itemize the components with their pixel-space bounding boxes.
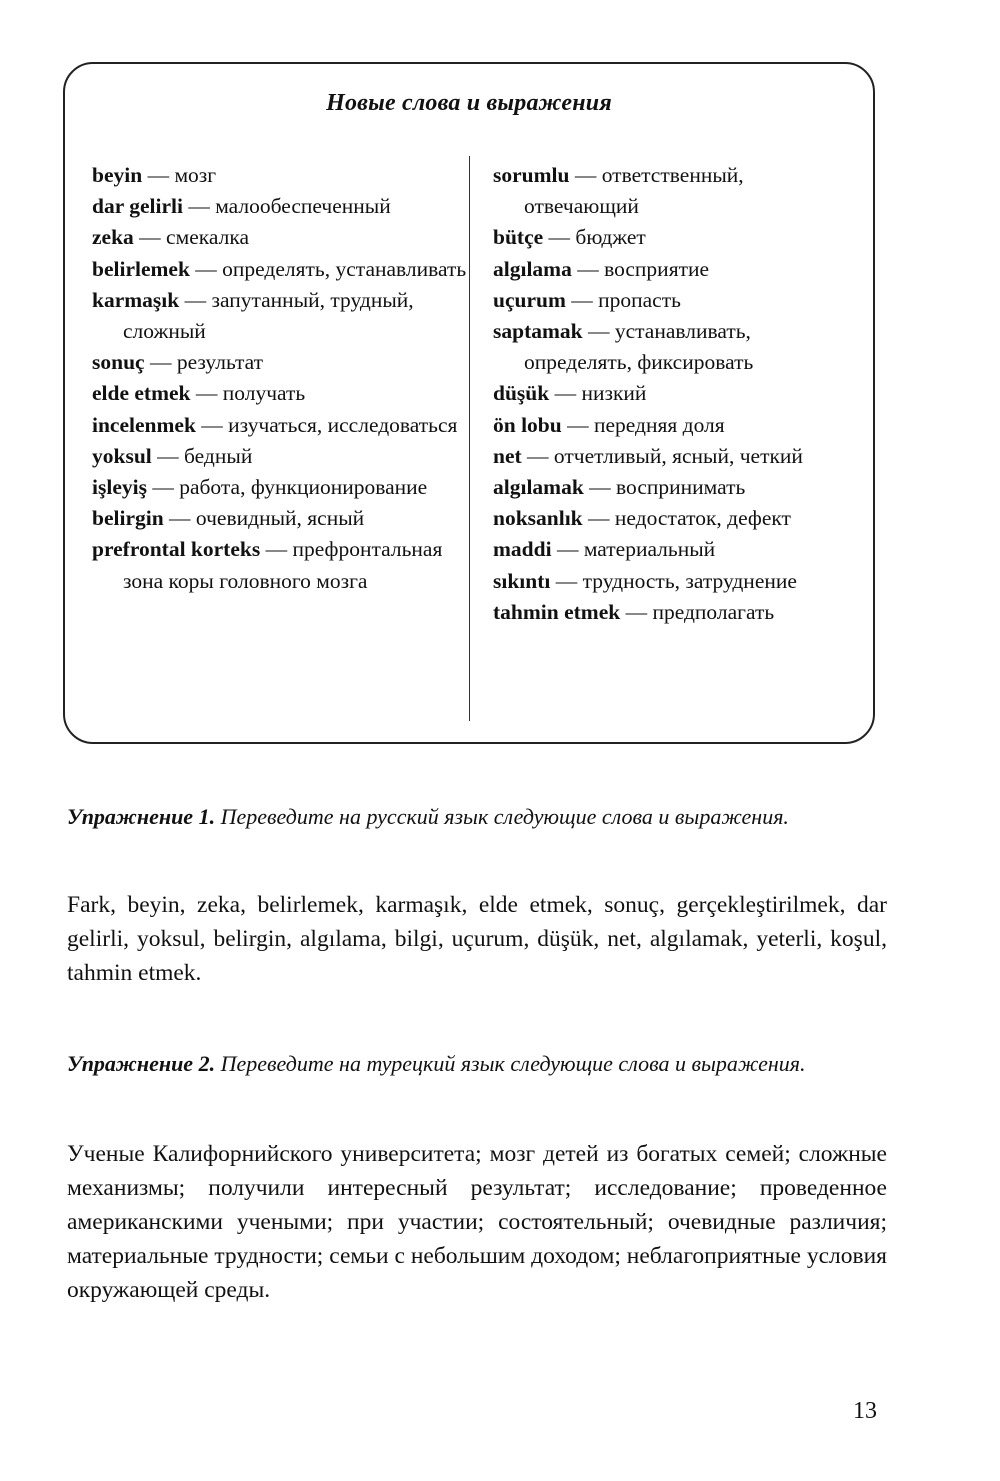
vocab-definition: мозг xyxy=(174,163,217,187)
vocab-entry: bütçe — бюджет xyxy=(493,225,646,250)
exercise-1-label: Упражнение 1. xyxy=(67,804,216,829)
vocab-entry: net — отчетливый, ясный, четкий xyxy=(493,443,803,468)
vocab-definition: смекалка xyxy=(166,225,249,250)
vocab-term: noksanlık xyxy=(493,506,583,531)
vocab-definition: устанавливать, определять, фиксировать xyxy=(524,319,754,375)
vocab-entry: zeka — смекалка xyxy=(92,225,249,250)
vocab-definition: работа, функционирование xyxy=(179,475,428,500)
vocab-entry: prefrontal korteks — префронтальная зона коры головного мозга xyxy=(92,537,443,593)
vocab-entry: noksanlık — недостаток, дефект xyxy=(493,506,791,531)
exercise-1-heading xyxy=(67,800,887,834)
vocab-term: net xyxy=(493,443,522,468)
vocab-definition: бедный xyxy=(184,443,253,468)
vocab-term: beyin xyxy=(92,163,143,187)
vocab-term: uçurum xyxy=(493,287,566,312)
vocab-entry: tahmin etmek — предполагать xyxy=(493,599,775,624)
vocab-entry: algılama — восприятие xyxy=(493,256,710,281)
vocab-term: işleyiş xyxy=(92,475,147,500)
vocab-term: karmaşık xyxy=(92,287,180,312)
vocab-term: tahmin etmek xyxy=(493,599,621,624)
vocab-definition: недостаток, дефект xyxy=(614,506,791,531)
vocab-term: incelenmek xyxy=(92,412,196,437)
vocabulary-box xyxy=(63,62,875,744)
exercise-1-body: Fark, beyin, zeka, belirlemek, karmaşık, elde etmek, sonuç, gerçekleştirilmek, dar gelirli, yoksul, belirgin, algılama, bilgi, uçurum, düşük, net, algılamak, yeterli, koşul, tahmin etmek. xyxy=(67,892,887,986)
vocab-entry: algılamak — воспринимать xyxy=(493,475,746,500)
vocab-term: algılamak xyxy=(493,475,584,500)
vocab-entry: elde etmek — получать xyxy=(92,381,306,406)
vocab-entry: sıkıntı — трудность, затруднение xyxy=(493,568,797,593)
exercise-2-label: Упражнение 2. xyxy=(67,1051,216,1076)
exercise-1-instruction: Переведите на русский язык следующие слова и выражения. xyxy=(220,804,789,829)
vocab-definition: бюджет xyxy=(575,225,646,250)
exercise-2-heading xyxy=(67,1047,887,1081)
vocab-term: dar gelirli xyxy=(92,194,183,219)
vocab-definition: низкий xyxy=(581,381,647,406)
vocab-term: maddi xyxy=(493,537,552,562)
vocab-entry: uçurum — пропасть xyxy=(493,287,681,312)
vocab-term: elde etmek xyxy=(92,381,191,406)
vocab-term: sorumlu xyxy=(493,163,570,187)
vocab-definition: малообеспеченный xyxy=(215,194,391,219)
vocab-definition: ответственный, отвечающий xyxy=(524,163,744,219)
vocab-definition: материальный xyxy=(583,537,716,562)
vocab-entry: sonuç — результат xyxy=(92,350,263,375)
vocab-term: belirlemek xyxy=(92,256,190,281)
vocab-term: prefrontal korteks xyxy=(92,537,261,562)
vocab-entry: belirlemek — определять, устанавливать xyxy=(92,256,467,281)
vocabulary-title: Новые слова и выражения xyxy=(326,90,612,116)
vocab-entry: dar gelirli — малообеспеченный xyxy=(92,194,391,219)
vocabulary-right-column xyxy=(493,160,863,628)
vocab-term: algılama xyxy=(493,256,572,281)
vocab-term: ön lobu xyxy=(493,412,562,437)
vocab-entry: karmaşık — запутанный, трудный, сложный xyxy=(92,287,414,344)
vocab-definition: передняя доля xyxy=(593,412,725,437)
vocab-definition: пропасть xyxy=(598,287,681,312)
vocab-term: yoksul xyxy=(92,443,152,468)
vocabulary-left-column xyxy=(92,160,472,597)
exercise-2-instruction: Переведите на турецкий язык следующие слова и выражения. xyxy=(220,1051,806,1076)
vocab-entry: yoksul — бедный xyxy=(92,443,253,468)
vocab-entry: düşük — низкий xyxy=(493,381,647,406)
vocab-definition: определять, устанавливать xyxy=(222,256,467,281)
exercise-2-body: Ученые Калифорнийского университета; мозг детей из богатых семей; сложные механизмы; получили интересный результат; исследование; проведенное американскими учеными; при участии; состоятельный; очевидные различия; материальные трудности; семьи с небольшим доходом; неблагоприятные условия окружающей среды. xyxy=(67,1141,887,1303)
column-divider xyxy=(469,156,470,721)
vocab-definition: запутанный, трудный, сложный xyxy=(123,287,414,344)
vocab-definition: воспринимать xyxy=(616,475,746,500)
vocab-entry: saptamak — устанавливать, определять, фиксировать xyxy=(493,319,754,375)
vocab-term: düşük xyxy=(493,381,550,406)
vocab-term: sonuç xyxy=(92,350,145,375)
vocab-entry: beyin — мозг xyxy=(92,163,217,187)
vocab-definition: очевидный, ясный xyxy=(195,506,365,531)
vocab-entry: incelenmek — изучаться, исследоваться xyxy=(92,412,458,437)
vocab-definition: результат xyxy=(176,350,263,375)
vocab-entry: maddi — материальный xyxy=(493,537,716,562)
vocab-term: bütçe xyxy=(493,225,544,250)
vocab-definition: предполагать xyxy=(652,599,775,624)
vocab-entry: işleyiş — работа, функционирование xyxy=(92,475,428,500)
vocab-definition: префронтальная зона коры головного мозга xyxy=(123,537,443,593)
vocab-term: saptamak xyxy=(493,319,583,344)
vocab-entry: sorumlu — ответственный, отвечающий xyxy=(493,163,744,219)
vocab-definition: трудность, затруднение xyxy=(582,568,797,593)
vocab-term: zeka xyxy=(92,225,134,250)
vocab-term: belirgin xyxy=(92,506,164,531)
vocab-definition: изучаться, исследоваться xyxy=(228,412,458,437)
vocab-definition: отчетливый, ясный, четкий xyxy=(553,443,803,468)
vocab-definition: получать xyxy=(222,381,306,406)
vocab-entry: ön lobu — передняя доля xyxy=(493,412,725,437)
vocab-definition: восприятие xyxy=(604,256,710,281)
vocab-entry: belirgin — очевидный, ясный xyxy=(92,506,365,531)
page-number: 13 xyxy=(853,1398,877,1424)
vocab-term: sıkıntı xyxy=(493,568,551,593)
